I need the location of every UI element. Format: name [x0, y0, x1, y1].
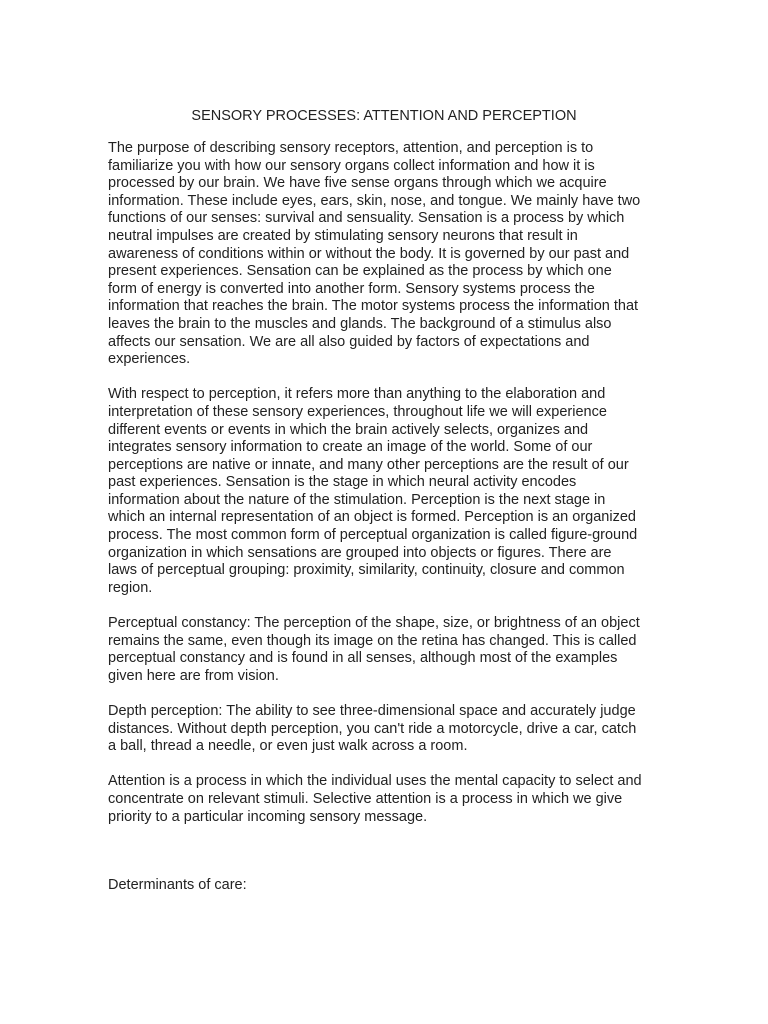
paragraph-perception: With respect to perception, it refers more than anything to the elaboration and interpretation of these sensory experiences, throughout life we will experience different events or events in which the brain actively selects, organizes and integrates sensory information to create an image of the world. Some of our perceptions are native or innate, and many other perceptions are the result of our past experiences. Sensation is the stage in which neural activity encodes information about the nature of the stimulation. Perception is the next stage in which an internal representation of an object is formed. Perception is an organized process. The most common form of perceptual organization is called figure-ground organization in which sensations are grouped into objects or figures. There are laws of perceptual grouping: proximity, similarity, continuity, closure and common region. [108, 386, 638, 596]
document-title: SENSORY PROCESSES: ATTENTION AND PERCEPTION [191, 108, 577, 124]
paragraph-perceptual-constancy: Perceptual constancy: The perception of the shape, size, or brightness of an object remains the same, even though its image on the retina has changed. This is called perceptual constancy and is found in all senses, although most of the examples given here are from vision. [108, 615, 640, 684]
paragraph-attention: Attention is a process in which the individual uses the mental capacity to select and concentrate on relevant stimuli. Selective attention is a process in which we give priority to a particular incoming sensory message. [108, 773, 642, 825]
paragraph-depth-perception: Depth perception: The ability to see three-dimensional space and accurately judge distances. Without depth perception, you can't ride a motorcycle, drive a car, catch a ball, thread a needle, or even just walk across a room. [108, 703, 637, 755]
paragraph-sensory-overview: The purpose of describing sensory receptors, attention, and perception is to familiarize you with how our sensory organs collect information and how it is processed by our brain. We have five sense organs through which we acquire information. These include eyes, ears, skin, nose, and tongue. We mainly have two functions of our senses: survival and sensuality. Sensation is a process by which neutral impulses are created by stimulating sensory neurons that result in awareness of conditions within or without the body. It is governed by our past and present experiences. Sensation can be explained as the process by which one form of energy is converted into another form. Sensory systems process the information that reaches the brain. The motor systems process the information that leaves the brain to the muscles and glands. The background of a stimulus also affects our sensation. We are all also guided by factors of expectations and experiences. [108, 140, 641, 368]
section-heading-determinants: Determinants of care: [108, 877, 247, 893]
document-body [108, 140, 664, 844]
